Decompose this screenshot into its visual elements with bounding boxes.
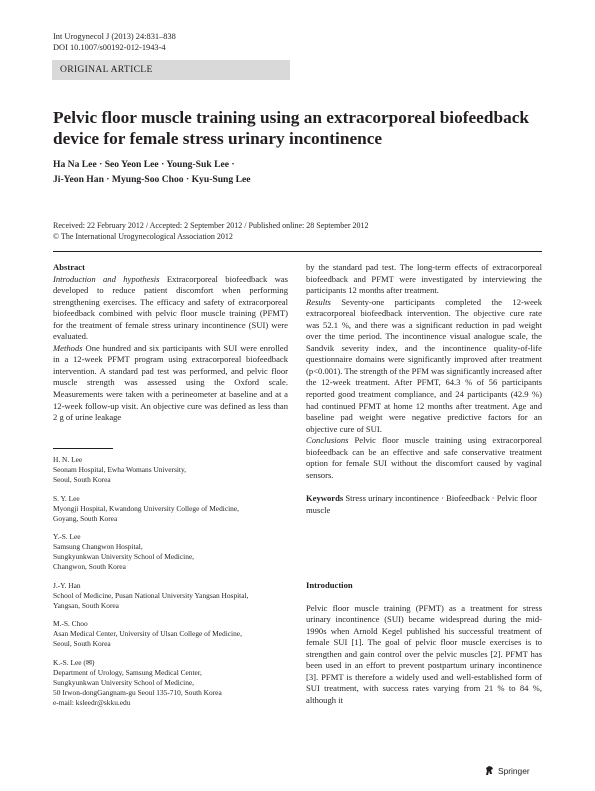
- affiliation-line: J.-Y. Han: [53, 580, 81, 590]
- doi[interactable]: DOI 10.1007/s00192-012-1943-4: [53, 43, 166, 52]
- publisher-name: Springer: [498, 766, 530, 776]
- affiliation-divider: [53, 448, 113, 449]
- affiliation-line: S. Y. Lee: [53, 493, 80, 503]
- abstract-heading: Abstract: [53, 262, 85, 272]
- title-line: device for female stress urinary incontinence: [53, 129, 383, 148]
- keywords-label: Keywords: [306, 493, 344, 504]
- affiliation-line: Yangsan, South Korea: [53, 600, 119, 610]
- affiliation-block: [53, 619, 293, 649]
- conclusions-text: Pelvic floor muscle training using extracorporeal biofeedback can be an effective and safe conservative treatment option for female SUI without the discomfort caused by vaginal sensors.: [306, 435, 542, 480]
- affiliation-line: Sungkyunkwan University School of Medicine,: [53, 552, 195, 562]
- intro-label: Introduction and hypothesis: [53, 273, 160, 284]
- affiliation-line: Seonam Hospital, Ewha Womans University,: [53, 465, 187, 474]
- received-dates: Received: 22 February 2012 / Accepted: 2 September 2012 / Published online: 28 September 2012: [53, 221, 369, 230]
- keywords-text: Stress urinary incontinence · Biofeedback · Pelvic floor muscle: [306, 493, 538, 515]
- affiliation-line: Samsung Changwon Hospital,: [53, 542, 143, 552]
- affiliation-line: Y.-S. Lee: [53, 532, 81, 542]
- publisher-logo: [484, 765, 530, 776]
- affiliation-block: [53, 658, 293, 708]
- publication-dates: [53, 221, 573, 243]
- title-line: Pelvic floor muscle training using an extracorporeal biofeedback: [53, 108, 529, 127]
- affiliation-block: [53, 455, 293, 485]
- affiliations: [53, 455, 293, 717]
- methods-text: One hundred and six participants with SUI were enrolled in a 12-week PFMT program using extracorporeal biofeedback intervention. A standard pad test was performed, and pelvic floor muscle strength was assessed using the Oxford scale. Measurements were taken with a perineometer at baseline and at a 12-week follow-up visit. An objective cure was defined as less than 2 g of urine leakage: [53, 342, 288, 423]
- author-list: [53, 157, 553, 187]
- affiliation-line: Asan Medical Center, University of Ulsan College of Medicine,: [53, 629, 242, 639]
- affiliation-line: K.-S. Lee (✉): [53, 657, 95, 667]
- introduction-text: Pelvic floor muscle training (PFMT) as a treatment for stress urinary incontinence (SUI) became widespread during the mid-1990s when Arnold Kegel published his successful treatment of female SUI [1]. The goal of pelvic floor muscle exercises is to strengthen and gain control over the pelvic muscles [2]. PFMT has been used in an effort to prevent postpartum urinary incontinence [3]. PFMT is therefore a widely used and well-established form of SUI treatment, with success rates varying from 21 % to 84 %, although it: [306, 602, 542, 705]
- header-divider: [53, 251, 542, 252]
- affiliation-block: [53, 494, 293, 524]
- affiliation-line: H. N. Lee: [53, 455, 83, 464]
- intro-text: Extracorporeal biofeedback was developed to reduce patient discomfort when performing strengthening exercises. The efficacy and safety of extracorporeal biofeedback combined with pelvic floor muscle training (PFMT) for the treatment of female stress urinary incontinence (SUI) were evaluated.: [53, 273, 288, 342]
- affiliation-line: 50 Irwon-dongGangnam-gu Seoul 135-710, South Korea: [53, 687, 222, 697]
- journal-citation: Int Urogynecol J (2013) 24:831–838: [53, 32, 176, 41]
- springer-horse-icon: [484, 765, 495, 776]
- paper-title: [53, 107, 553, 149]
- results-text: Seventy-one participants completed the 12-week extracorporeal biofeedback intervention. The objective cure rate was 52.1 %, and there was a significant reduction in pad weight over the time period. The incontinence visual analogue scale, the Sandvik severity index, and the incontinence quality-of-life questionnaire domains were significantly improved after treatment (p<0.001). The strength of the PFM was significantly increased after the 12-week treatment. After PFMT, 64.3 % of 56 participants reported good treatment compliance, and 24 participants (42.9 %) had continued PFMT at home 12 months after treatment. Age and baseline pad weight were negative predictive factors for an objective cure of SUI.: [306, 296, 542, 434]
- abstract-right: [306, 262, 542, 516]
- affiliation-line: Seoul, South Korea: [53, 475, 111, 484]
- affiliation-line: Myongji Hospital, Kwandong University College of Medicine,: [53, 503, 239, 513]
- introduction-heading: Introduction: [306, 580, 353, 590]
- affiliation-line: Goyang, South Korea: [53, 513, 118, 523]
- affiliation-line: Seoul, South Korea: [53, 639, 111, 649]
- author-line: Ji-Yeon Han · Myung-Soo Choo · Kyu-Sung Lee: [53, 174, 251, 185]
- affiliation-line: Changwon, South Korea: [53, 562, 126, 572]
- results-label: Results: [306, 296, 331, 307]
- affiliation-line: e-mail: ksleedr@skku.edu: [53, 697, 131, 707]
- article-type-banner: ORIGINAL ARTICLE: [52, 60, 290, 80]
- copyright-notice: © The International Urogynecological Association 2012: [53, 231, 233, 241]
- abstract-left: [53, 262, 288, 424]
- affiliation-block: [53, 581, 293, 611]
- affiliation-block: [53, 532, 293, 572]
- affiliation-line: Sungkyunkwan University School of Medicine,: [53, 677, 195, 687]
- conclusions-label: Conclusions: [306, 435, 349, 446]
- affiliation-line: M.-S. Choo: [53, 619, 88, 629]
- methods-label: Methods: [53, 342, 83, 353]
- introduction-section: [306, 580, 542, 706]
- author-line: Ha Na Lee · Seo Yeon Lee · Young-Suk Lee ·: [53, 159, 235, 170]
- methods-continued: by the standard pad test. The long-term effects of extracorporeal biofeedback and PFMT were investigated by interviewing the participants 12 months after treatment.: [306, 262, 542, 296]
- affiliation-line: Department of Urology, Samsung Medical Center,: [53, 667, 202, 677]
- affiliation-line: School of Medicine, Pusan National University Yangsan Hospital,: [53, 590, 249, 600]
